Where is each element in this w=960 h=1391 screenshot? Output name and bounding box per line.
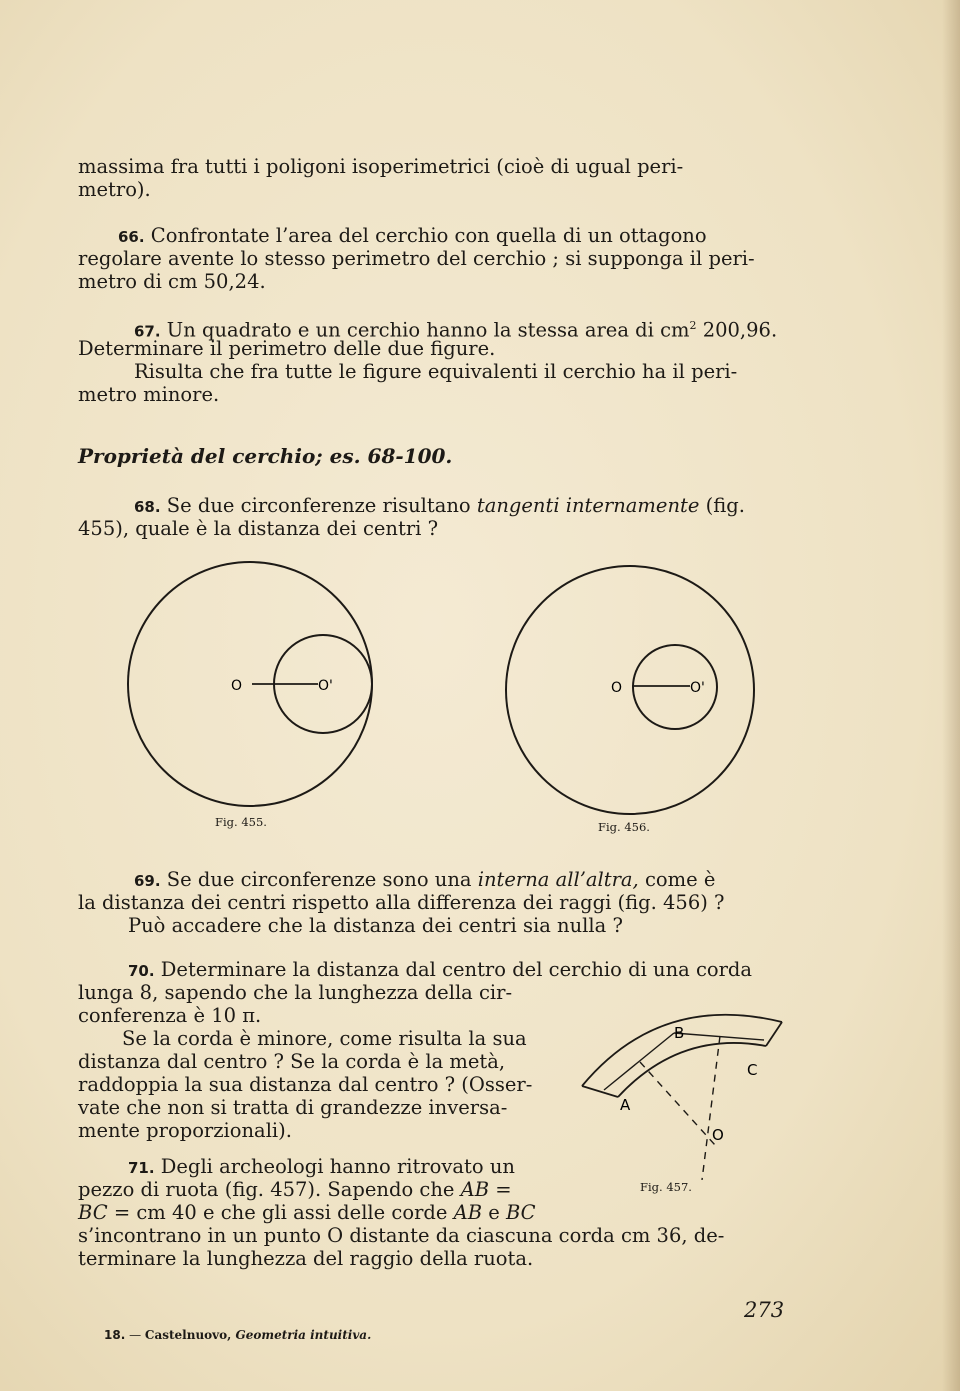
footer-author: Castelnuovo, xyxy=(144,1328,236,1342)
fig455-label-o: O xyxy=(231,678,243,694)
fig455-large-circle xyxy=(128,562,372,806)
ex71-text-3b: e xyxy=(482,1201,506,1224)
ex71-line-1 xyxy=(78,1155,550,1180)
ex70-line-6: raddoppia la sua distanza dal centro ? (Osser- xyxy=(78,1073,533,1096)
fig456-caption: Fig. 456. xyxy=(598,820,650,834)
ex70-line-3: conferenza è 10 π. xyxy=(78,1004,262,1027)
ex70-line-2: lunga 8, sapendo che la lunghezza della cir- xyxy=(78,981,513,1004)
fig457-label-c: C xyxy=(747,1061,758,1079)
ex71-text-3a: = cm 40 e che gli assi delle corde xyxy=(107,1201,454,1224)
ex66-text-1: Confrontate l’area del cerchio con quella di un ottagono xyxy=(150,224,707,247)
ex68-text-1b: (fig. xyxy=(699,494,745,517)
ex71-line-3 xyxy=(78,1201,550,1224)
figures-455-456 xyxy=(0,550,960,830)
ex71-text-3-italic-2: AB xyxy=(453,1201,483,1224)
fig457-bisector-bc xyxy=(702,1036,720,1180)
footer-dash: — xyxy=(125,1328,145,1342)
ex70-line-8: mente proporzionali). xyxy=(78,1119,292,1142)
ex69-text-1-italic: interna all’altra, xyxy=(477,868,639,891)
ex69-line-3: Può accadere che la distanza dei centri sia nulla ? xyxy=(128,914,623,937)
ex66-number: 66. xyxy=(118,228,145,246)
fig455-label-o1: O' xyxy=(318,678,333,694)
ex71-text-1: Degli archeologi hanno ritrovato un xyxy=(160,1155,515,1178)
fig457-bisector-ab xyxy=(640,1062,715,1145)
ex67-text-1b: 200,96. xyxy=(696,318,778,342)
ex70-line-7: vate che non si tratta di grandezze inversa- xyxy=(78,1096,508,1119)
intro-line-1: massima fra tutti i poligoni isoperimetrici (cioè di ugual peri- xyxy=(78,155,684,178)
ex71-text-2b: = xyxy=(489,1178,512,1201)
ex70-text-1: Determinare la distanza dal centro del cerchio di una corda xyxy=(160,958,753,981)
ex69-line-1 xyxy=(78,868,788,893)
fig457-caption: Fig. 457. xyxy=(640,1180,692,1194)
page-number: 273 xyxy=(744,1298,785,1322)
ex68-text-1a: Se due circonferenze risultano xyxy=(166,494,477,517)
fig457-rim-end-right xyxy=(766,1022,782,1046)
ex66-line-2: regolare avente lo stesso perimetro del cerchio ; si supponga il peri- xyxy=(78,247,755,270)
fig457-label-o: O xyxy=(712,1126,724,1144)
ex71-text-2-italic: AB xyxy=(460,1178,490,1201)
ex68-number: 68. xyxy=(134,498,161,516)
ex67-line-2: Determinare il perimetro delle due figure. xyxy=(78,337,496,360)
fig457-label-b: B xyxy=(674,1024,685,1042)
ex71-text-3-italic-3: BC xyxy=(505,1201,536,1224)
ex70-line-5: distanza dal centro ? Se la corda è la metà, xyxy=(78,1050,506,1073)
intro-line-2: metro). xyxy=(78,178,151,201)
ex66-line-1 xyxy=(78,224,788,249)
ex69-number: 69. xyxy=(134,872,161,890)
fig457-rim-end-left xyxy=(582,1086,618,1097)
fig455-caption: Fig. 455. xyxy=(215,815,267,829)
ex69-text-1b: come è xyxy=(638,868,716,891)
ex67-text-1a: Un quadrato e un cerchio hanno la stessa area di cm xyxy=(166,318,690,342)
ex71-text-2a: pezzo di ruota (fig. 457). Sapendo che xyxy=(78,1178,461,1201)
section-heading: Proprietà del cerchio; es. 68-100. xyxy=(78,444,453,468)
ex68-text-1-italic: tangenti internamente xyxy=(476,494,700,517)
ex68-line-1 xyxy=(78,494,788,519)
ex71-line-4: s’incontrano in un punto O distante da ciascuna corda cm 36, de- xyxy=(78,1224,725,1247)
ex69-text-1a: Se due circonferenze sono una xyxy=(166,868,478,891)
ex71-line-5: terminare la lunghezza del raggio della ruota. xyxy=(78,1247,534,1270)
ex67-line-3: Risulta che fra tutte le figure equivalenti il cerchio ha il peri- xyxy=(134,360,738,383)
footer-signature xyxy=(104,1328,371,1342)
ex68-line-2: 455), quale è la distanza dei centri ? xyxy=(78,517,439,540)
ex70-number: 70. xyxy=(128,962,155,980)
footer-sig-number: 18. xyxy=(104,1328,126,1342)
ex70-line-1 xyxy=(78,958,788,983)
footer-title: Geometria intuitiva. xyxy=(235,1328,372,1342)
fig456-label-o1: O' xyxy=(690,680,705,696)
ex66-line-3: metro di cm 50,24. xyxy=(78,270,266,293)
figure-457 xyxy=(570,1000,800,1180)
fig456-label-o: O xyxy=(611,680,623,696)
ex69-line-2: la distanza dei centri rispetto alla differenza dei raggi (fig. 456) ? xyxy=(78,891,725,914)
fig457-label-a: A xyxy=(620,1096,631,1114)
ex71-line-2 xyxy=(78,1178,550,1201)
ex67-line-4: metro minore. xyxy=(78,383,220,406)
ex71-number: 71. xyxy=(128,1159,155,1177)
ex67-superscript: 2 xyxy=(689,319,697,332)
ex70-line-4: Se la corda è minore, come risulta la sua xyxy=(122,1027,527,1050)
fig457-inner-arc xyxy=(618,1043,766,1097)
ex71-text-3-italic-1: BC xyxy=(78,1201,108,1224)
ex67-number: 67. xyxy=(134,322,161,341)
